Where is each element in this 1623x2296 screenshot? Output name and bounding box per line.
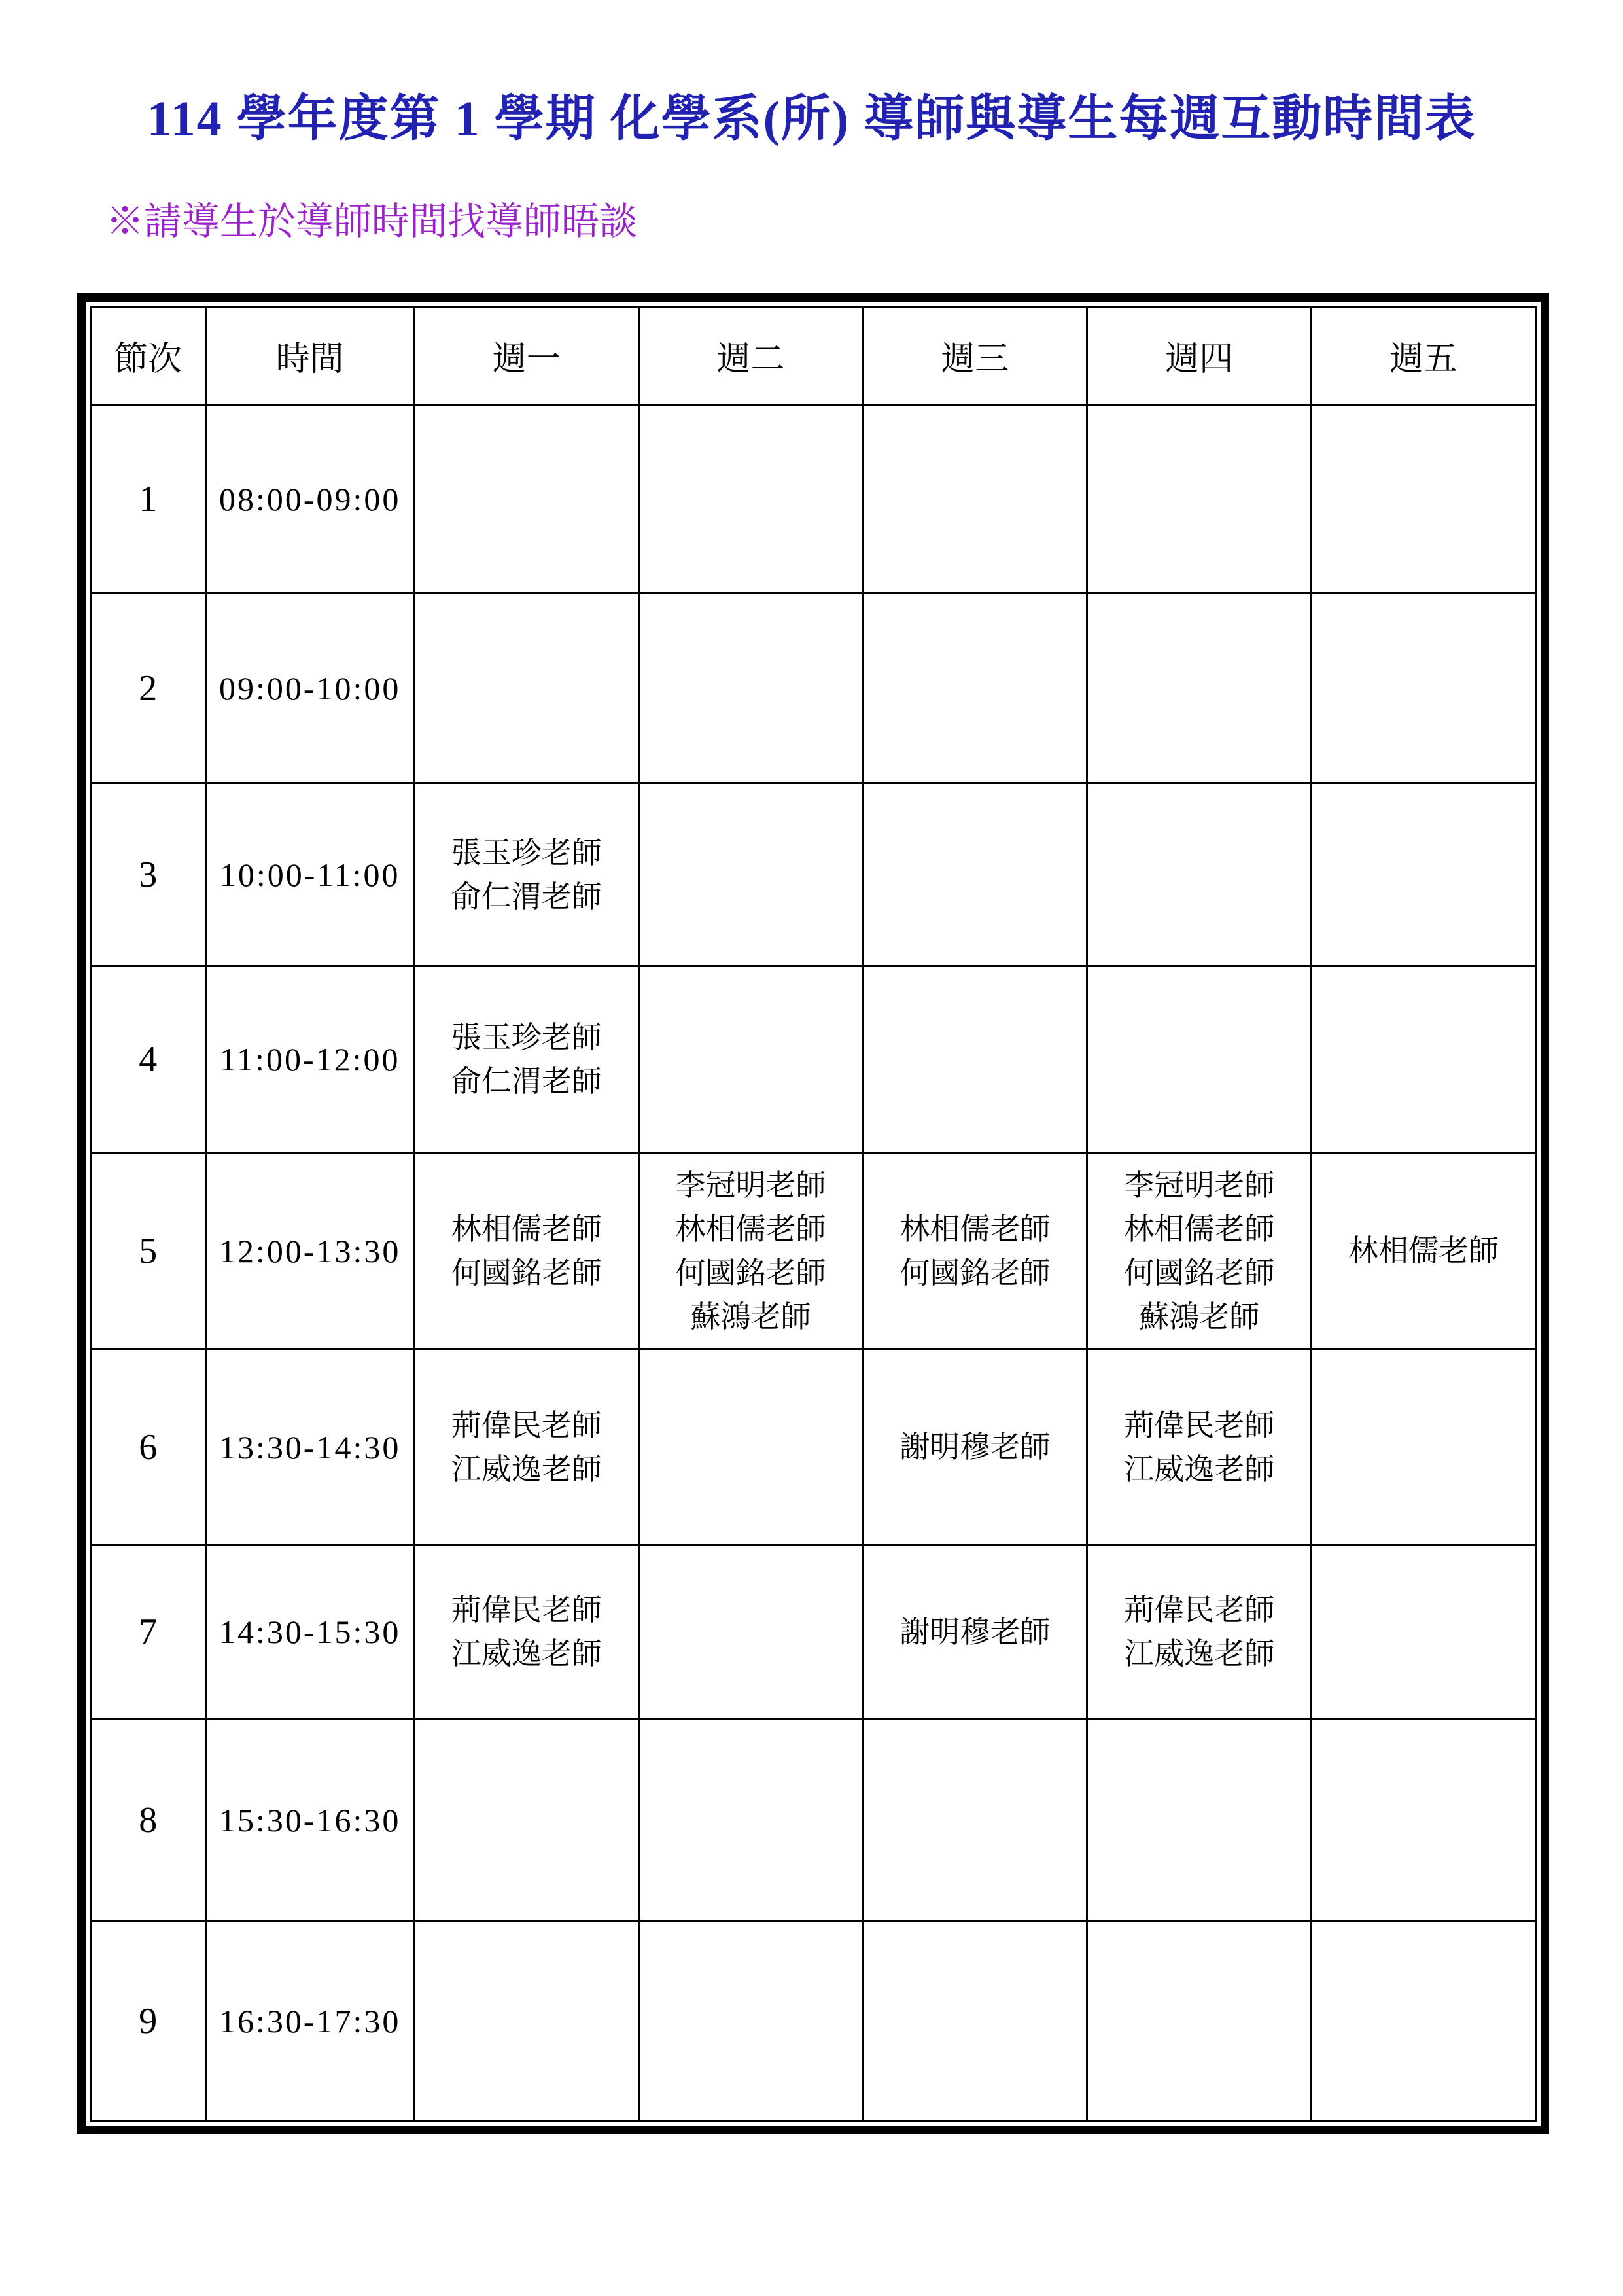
period-number: 2: [91, 593, 206, 783]
header-period: 節次: [91, 307, 206, 405]
cell-period3-day2: [638, 783, 863, 966]
teacher-name: 何國銘老師: [451, 1256, 602, 1290]
teacher-name: 張玉珍老師: [451, 836, 602, 870]
cell-period6-day5: [1312, 1349, 1536, 1545]
teacher-name: 江威逸老師: [1124, 1452, 1275, 1486]
table-row: [91, 1153, 1536, 1349]
cell-period9-day4: [1087, 1922, 1312, 2121]
cell-period6-day3: [863, 1349, 1087, 1545]
cell-period5-day5: [1312, 1153, 1536, 1349]
table-row: [91, 783, 1536, 966]
cell-period7-day1: [414, 1545, 638, 1719]
period-number: 6: [91, 1349, 206, 1545]
timetable: [90, 306, 1537, 2122]
cell-period3-day1: [414, 783, 638, 966]
cell-period4-day3: [863, 966, 1087, 1153]
table-row: [91, 405, 1536, 593]
table-row: [91, 1349, 1536, 1545]
cell-period9-day5: [1312, 1922, 1536, 2121]
cell-period8-day2: [638, 1719, 863, 1922]
time-range: 13:30-14:30: [205, 1349, 414, 1545]
teacher-name: 江威逸老師: [451, 1637, 602, 1670]
cell-period4-day4: [1087, 966, 1312, 1153]
table-row: [91, 1545, 1536, 1719]
cell-period5-day4: [1087, 1153, 1312, 1349]
header-monday: 週一: [414, 307, 638, 405]
cell-period6-day4: [1087, 1349, 1312, 1545]
header-time: 時間: [205, 307, 414, 405]
cell-period1-day5: [1312, 405, 1536, 593]
teacher-name: 林相儒老師: [1124, 1212, 1275, 1246]
teacher-name: 林相儒老師: [899, 1212, 1051, 1246]
cell-period9-day2: [638, 1922, 863, 2121]
teacher-name: 林相儒老師: [1348, 1234, 1499, 1267]
cell-period5-day3: [863, 1153, 1087, 1349]
time-range: 12:00-13:30: [205, 1153, 414, 1349]
cell-period8-day4: [1087, 1719, 1312, 1922]
cell-period3-day3: [863, 783, 1087, 966]
cell-period2-day1: [414, 593, 638, 783]
table-row: [91, 1922, 1536, 2121]
teacher-name: 何國銘老師: [899, 1256, 1051, 1290]
header-row: [91, 307, 1536, 405]
table-row: [91, 1719, 1536, 1922]
cell-period3-day4: [1087, 783, 1312, 966]
cell-period2-day3: [863, 593, 1087, 783]
timetable-body: [91, 405, 1536, 2121]
cell-period1-day4: [1087, 405, 1312, 593]
cell-period5-day1: [414, 1153, 638, 1349]
cell-period1-day3: [863, 405, 1087, 593]
table-row: [91, 593, 1536, 783]
period-number: 5: [91, 1153, 206, 1349]
teacher-name: 荊偉民老師: [451, 1593, 602, 1627]
cell-period1-day2: [638, 405, 863, 593]
teacher-name: 荊偉民老師: [1124, 1593, 1275, 1627]
table-row: [91, 966, 1536, 1153]
period-number: 9: [91, 1922, 206, 2121]
teacher-name: 俞仁渭老師: [451, 879, 602, 913]
time-range: 10:00-11:00: [205, 783, 414, 966]
cell-period4-day1: [414, 966, 638, 1153]
cell-period8-day5: [1312, 1719, 1536, 1922]
cell-period9-day1: [414, 1922, 638, 2121]
header-thursday: 週四: [1087, 307, 1312, 405]
cell-period9-day3: [863, 1922, 1087, 2121]
period-number: 3: [91, 783, 206, 966]
teacher-name: 江威逸老師: [451, 1452, 602, 1486]
time-range: 11:00-12:00: [205, 966, 414, 1153]
teacher-name: 李冠明老師: [1124, 1168, 1275, 1202]
cell-period6-day2: [638, 1349, 863, 1545]
teacher-name: 謝明穆老師: [899, 1430, 1051, 1464]
cell-period4-day2: [638, 966, 863, 1153]
teacher-name: 何國銘老師: [1124, 1256, 1275, 1290]
header-friday: 週五: [1312, 307, 1536, 405]
teacher-name: 謝明穆老師: [899, 1615, 1051, 1649]
teacher-name: 林相儒老師: [675, 1212, 826, 1246]
teacher-name: 蘇鴻老師: [1139, 1299, 1260, 1333]
cell-period7-day2: [638, 1545, 863, 1719]
cell-period2-day5: [1312, 593, 1536, 783]
page-title: 114 學年度第 1 學期 化學系(所) 導師與導生每週互動時間表: [147, 92, 1476, 147]
cell-period3-day5: [1312, 783, 1536, 966]
cell-period6-day1: [414, 1349, 638, 1545]
cell-period7-day4: [1087, 1545, 1312, 1719]
period-number: 8: [91, 1719, 206, 1922]
cell-period7-day5: [1312, 1545, 1536, 1719]
time-range: 14:30-15:30: [205, 1545, 414, 1719]
time-range: 15:30-16:30: [205, 1719, 414, 1922]
teacher-name: 何國銘老師: [675, 1256, 826, 1290]
cell-period8-day1: [414, 1719, 638, 1922]
page-note: ※請導生於導師時間找導師晤談: [106, 200, 638, 243]
cell-period2-day2: [638, 593, 863, 783]
cell-period4-day5: [1312, 966, 1536, 1153]
teacher-name: 江威逸老師: [1124, 1637, 1275, 1670]
period-number: 1: [91, 405, 206, 593]
period-number: 4: [91, 966, 206, 1153]
teacher-name: 俞仁渭老師: [451, 1065, 602, 1098]
cell-period1-day1: [414, 405, 638, 593]
header-wednesday: 週三: [863, 307, 1087, 405]
teacher-name: 林相儒老師: [451, 1212, 602, 1246]
teacher-name: 蘇鴻老師: [690, 1299, 811, 1333]
time-range: 08:00-09:00: [205, 405, 414, 593]
header-tuesday: 週二: [638, 307, 863, 405]
cell-period8-day3: [863, 1719, 1087, 1922]
teacher-name: 李冠明老師: [675, 1168, 826, 1202]
cell-period5-day2: [638, 1153, 863, 1349]
teacher-name: 張玉珍老師: [451, 1021, 602, 1054]
timetable-border: [77, 293, 1549, 2134]
cell-period7-day3: [863, 1545, 1087, 1719]
time-range: 16:30-17:30: [205, 1922, 414, 2121]
time-range: 09:00-10:00: [205, 593, 414, 783]
teacher-name: 荊偉民老師: [1124, 1408, 1275, 1442]
cell-period2-day4: [1087, 593, 1312, 783]
period-number: 7: [91, 1545, 206, 1719]
teacher-name: 荊偉民老師: [451, 1408, 602, 1442]
